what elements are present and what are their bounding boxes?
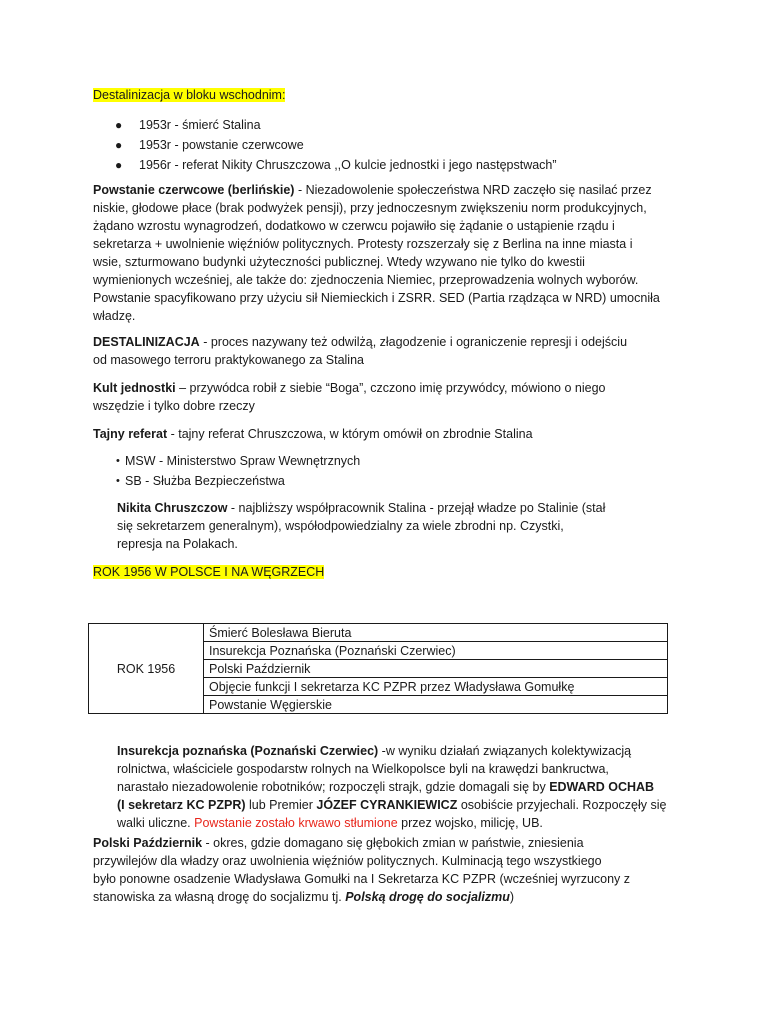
highlighted-heading: ROK 1956 W POLSCE I NA WĘGRZECH	[93, 565, 325, 579]
section-heading-1956	[93, 563, 324, 581]
highlighted-heading: Destalinizacja w bloku wschodnim:	[93, 88, 286, 102]
list-item: • MSW - Ministerstwo Spraw Wewnętrznych	[116, 454, 361, 468]
paragraph-polish-october: Polski Październik - okres, gdzie domagano się głębokich zmian w państwie, zniesienia przywilejów dla władzy oraz uwolnienia więźniów politycznych. Kulminacją tego wszystkiego było ponowne osadzenie Władysława Gomułki na I Sekretarza KC PZPR (wcześniej wyrzucony z stanowiska za własną drogę do socjalizmu tj. Polską drogę do socjalizmu)	[93, 836, 631, 904]
list-item: • SB - Służba Bezpieczeństwa	[116, 474, 285, 488]
paragraph-khrushchev: Nikita Chruszczow - najbliższy współpracownik Stalina - przejął władze po Stalinie (stał się sekretarzem generalnym), współodpowiedzialny za wiele zbrodni np. Czystki, represja na Polakach.	[117, 501, 606, 551]
table-cell: Objęcie funkcji I sekretarza KC PZPR przez Władysława Gomułkę	[204, 678, 668, 696]
paragraph-personality-cult: Kult jednostki – przywódca robił z siebie “Boga”, czczono imię przywódcy, mówiono o niego wszędzie i tylko dobre rzeczy	[93, 381, 606, 413]
table-cell: Śmierć Bolesława Bieruta	[204, 624, 668, 642]
paragraph-june-uprising: Powstanie czerwcowe (berlińskie) - Niezadowolenie społeczeństwa NRD zaczęło się nasilać przez niskie, głodowe płace (brak podwyżek pensji), przy jednoczesnym zwiększeniu norm produkcyjnych, żądano wzrostu wynagrodzeń, dodatkowo w czerwcu pojawiło się żądanie o ustąpienie rządu i sekretarza + uwolnienie więźniów politycznych. Protesty rozszerzały się z Berlina na inne miasta i wsie, szturmowano budynki użyteczności publicznej. Wtedy wzywano nie tylko do kwestii wymienionych wcześniej, ale także do: zjednoczenia Niemiec, przeprowadzenia wolnych wyborów. Powstanie spacyfikowano przy użyciu sił Niemieckich i ZSRR. SED (Partia rządząca w NRD) umocniła władzę.	[93, 183, 660, 323]
list-item: ● 1956r - referat Nikity Chruszczowa ,,O kulcie jednostki i jego następstwach”	[115, 158, 557, 172]
events-table	[88, 623, 668, 714]
bullet-icon: •	[116, 475, 120, 487]
term: Kult jednostki	[93, 381, 176, 395]
paragraph-destalinization: DESTALINIZACJA - proces nazywany też odwilżą, złagodzenie i ograniczenie represji i odejściu od masowego terroru praktykowanego za Stalina	[93, 335, 628, 367]
year-cell: ROK 1956	[89, 624, 204, 714]
abbreviation-list	[116, 452, 361, 492]
timeline-list	[115, 116, 557, 176]
paragraph-poznan-uprising: Insurekcja poznańska (Poznański Czerwiec) -w wyniku działań związanych kolektywizacją rolnictwa, właściciele gospodarstw rolnych na Wielkopolsce byli na krawędzi bankructwa, narastało niezadowolenie robotników; rozpoczęli strajk, gdzie domagali się by EDWARD OCHAB (I sekretarz KC PZPR) lub Premier JÓZEF CYRANKIEWICZ osobiście przyjechali. Rozpoczęły się walki uliczne. Powstanie zostało krwawo stłumione przez wojsko, milicję, UB.	[117, 744, 667, 830]
term: Tajny referat	[93, 427, 168, 441]
term: DESTALINIZACJA	[93, 335, 200, 349]
paragraph-secret-speech: Tajny referat - tajny referat Chruszczowa, w którym omówił on zbrodnie Stalina	[93, 427, 533, 441]
term: Insurekcja poznańska (Poznański Czerwiec)	[117, 744, 379, 758]
term: Powstanie czerwcowe (berlińskie)	[93, 183, 295, 197]
term: Polski Październik	[93, 836, 203, 850]
table-cell: Insurekcja Poznańska (Poznański Czerwiec)	[204, 642, 668, 660]
bullet-icon: ●	[115, 138, 123, 152]
section-heading-destalinization	[93, 86, 285, 104]
highlighted-red-text: Powstanie zostało krwawo stłumione	[194, 816, 398, 830]
bullet-icon: ●	[115, 118, 123, 132]
list-item: ● 1953r - powstanie czerwcowe	[115, 138, 304, 152]
bullet-icon: •	[116, 455, 120, 467]
list-item: ● 1953r - śmierć Stalina	[115, 118, 261, 132]
table-cell: Powstanie Węgierskie	[204, 696, 668, 714]
table-row	[89, 624, 668, 642]
bullet-icon: ●	[115, 158, 123, 172]
term: Nikita Chruszczow	[117, 501, 228, 515]
table-cell: Polski Październik	[204, 660, 668, 678]
